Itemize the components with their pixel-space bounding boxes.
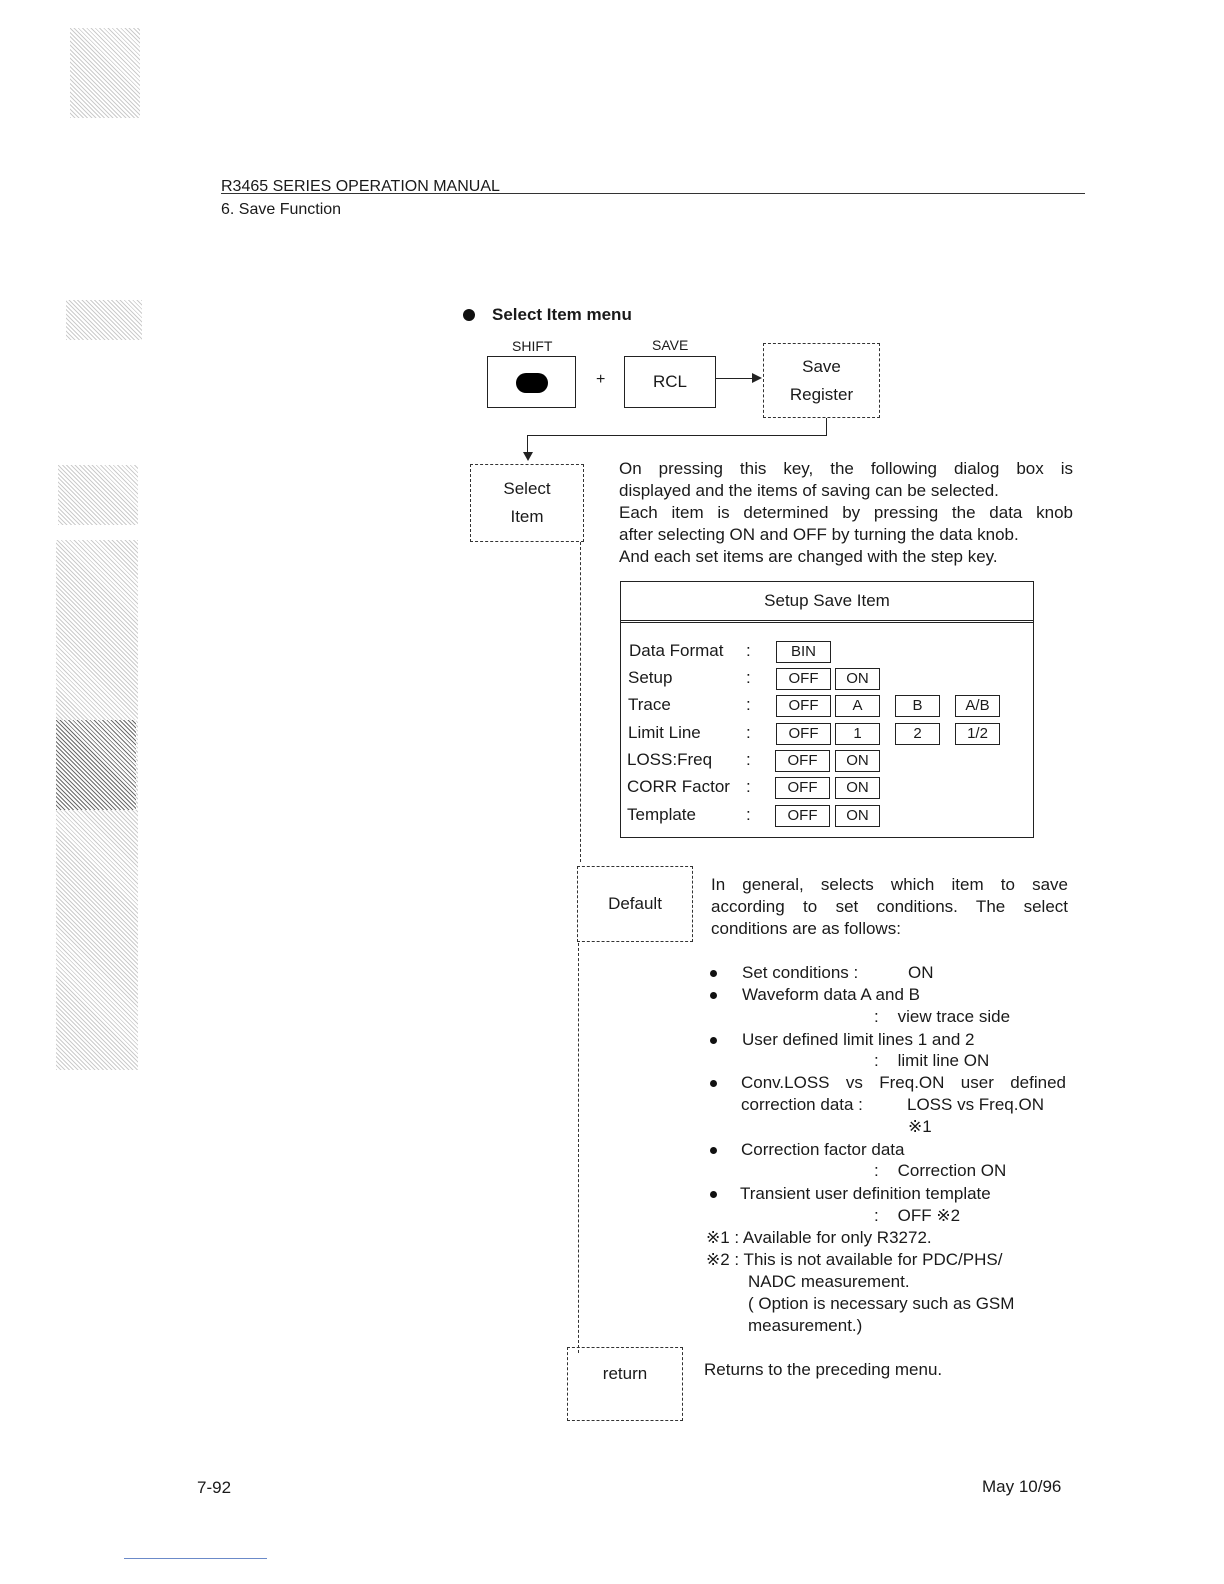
dialog-row-label: Data Format xyxy=(629,641,724,660)
list-bullet xyxy=(710,1147,717,1154)
note-2: ※2 : This is not available for PDC/PHS/ xyxy=(706,1250,1003,1269)
save-register-line1: Save xyxy=(802,356,841,376)
option-1[interactable]: 1 xyxy=(835,723,880,745)
option-off[interactable]: OFF xyxy=(775,777,830,799)
save-caption: SAVE xyxy=(652,337,689,353)
condition-text: Transient user definition template xyxy=(740,1184,991,1203)
list-bullet xyxy=(710,992,717,999)
page-date: May 10/96 xyxy=(982,1477,1062,1496)
list-bullet xyxy=(710,1191,717,1198)
default-desc-line: according to set conditions. The select xyxy=(711,897,1068,916)
dialog-row-label: LOSS:Freq xyxy=(627,750,713,769)
list-bullet xyxy=(710,970,717,977)
dialog-row-colon: : xyxy=(746,641,751,660)
default-desc-line: In general, selects which item to save xyxy=(711,875,1068,894)
default-softkey[interactable] xyxy=(577,866,693,942)
connector xyxy=(826,418,827,435)
dialog-row-colon: : xyxy=(746,805,751,824)
select-item-line2: Item xyxy=(510,507,544,526)
dialog-row-label: Template xyxy=(627,805,696,824)
option-a-b[interactable]: A/B xyxy=(955,695,1000,717)
condition-value: : Correction ON xyxy=(874,1161,1007,1180)
condition-value: : limit line ON xyxy=(874,1051,990,1070)
option-off[interactable]: OFF xyxy=(775,750,830,772)
rcl-key-label: RCL xyxy=(652,372,687,391)
dialog-row-colon: : xyxy=(746,668,751,687)
option-on[interactable]: ON xyxy=(835,668,880,690)
option-2[interactable]: 2 xyxy=(895,723,940,745)
dialog-title-bar xyxy=(621,582,1033,623)
dialog-row-colon: : xyxy=(746,723,751,742)
option-on[interactable]: ON xyxy=(835,777,880,799)
connector xyxy=(528,435,827,436)
dialog-row-colon: : xyxy=(746,750,751,769)
default-label: Default xyxy=(608,894,662,913)
note-2-cont: measurement.) xyxy=(748,1316,863,1335)
save-register-line2: Register xyxy=(789,384,854,404)
tree-line xyxy=(580,542,581,862)
list-bullet xyxy=(710,1037,717,1044)
condition-mark: ※1 xyxy=(908,1117,932,1136)
default-desc-line: conditions are as follows: xyxy=(711,919,901,938)
intro-text xyxy=(619,458,1073,568)
manual-title: R3465 SERIES OPERATION MANUAL xyxy=(221,178,500,195)
tree-line xyxy=(578,943,579,1353)
page-number: 7-92 xyxy=(197,1478,232,1497)
arrow-head xyxy=(523,452,533,461)
note-2-cont: ( Option is necessary such as GSM xyxy=(748,1294,1015,1313)
option-off[interactable]: OFF xyxy=(776,723,831,745)
heading-bullet xyxy=(463,309,475,321)
option-off[interactable]: OFF xyxy=(776,695,831,717)
header-rule xyxy=(221,193,1085,194)
return-softkey[interactable] xyxy=(567,1347,683,1421)
dialog-row-colon: : xyxy=(746,777,751,796)
shift-caption: SHIFT xyxy=(512,338,553,354)
scan-artifact xyxy=(58,465,138,525)
option-off[interactable]: OFF xyxy=(775,805,830,827)
intro-line: And each set items are changed with the step key. xyxy=(619,547,998,566)
plus-sign: + xyxy=(596,371,606,388)
select-item-line1: Select xyxy=(503,479,551,498)
option-1-2[interactable]: 1/2 xyxy=(955,723,1000,745)
intro-line: On pressing this key, the following dialog box is xyxy=(619,459,1073,478)
save-register-softkey[interactable] xyxy=(763,343,880,418)
condition-text: Correction factor data xyxy=(741,1140,905,1159)
shift-key[interactable] xyxy=(487,356,576,408)
scan-artifact xyxy=(66,300,142,340)
condition-text: Conv.LOSS vs Freq.ON user defined xyxy=(741,1073,1066,1092)
dialog-row-label: Limit Line xyxy=(628,723,701,742)
option-on[interactable]: ON xyxy=(835,805,880,827)
condition-value: : view trace side xyxy=(874,1007,1011,1026)
bottom-rule xyxy=(124,1558,267,1559)
condition-text: Waveform data A and B xyxy=(742,985,920,1004)
option-bin[interactable]: BIN xyxy=(776,641,831,663)
dialog-row-label: CORR Factor xyxy=(627,777,730,796)
option-on[interactable]: ON xyxy=(835,750,880,772)
intro-line: Each item is determined by pressing the data knob xyxy=(619,503,1073,522)
rcl-key[interactable] xyxy=(624,356,716,408)
condition-value: : OFF ※2 xyxy=(874,1206,961,1225)
dialog-row-colon: : xyxy=(746,695,751,714)
condition-text: correction data : xyxy=(741,1095,863,1114)
condition-value: ON xyxy=(908,963,934,982)
intro-line: after selecting ON and OFF by turning the data knob. xyxy=(619,525,1019,544)
select-item-softkey[interactable] xyxy=(470,464,584,542)
scan-artifact xyxy=(56,720,136,810)
intro-line: displayed and the items of saving can be selected. xyxy=(619,481,999,500)
dialog-row-label: Setup xyxy=(628,668,673,687)
arrow-head xyxy=(752,373,762,383)
condition-text: Set conditions : xyxy=(742,963,859,982)
list-bullet xyxy=(710,1080,717,1087)
default-description xyxy=(711,874,1068,940)
return-label: return xyxy=(602,1364,648,1383)
menu-heading: Select Item menu xyxy=(492,305,632,324)
note-2-cont: NADC measurement. xyxy=(748,1272,910,1291)
dialog-row-label: Trace xyxy=(628,695,671,714)
scan-artifact xyxy=(70,28,140,118)
condition-value: LOSS vs Freq.ON xyxy=(907,1095,1044,1114)
condition-text: User defined limit lines 1 and 2 xyxy=(742,1030,975,1049)
option-off[interactable]: OFF xyxy=(776,668,831,690)
return-description: Returns to the preceding menu. xyxy=(704,1360,943,1379)
option-b[interactable]: B xyxy=(895,695,940,717)
section-title: 6. Save Function xyxy=(221,201,342,218)
option-a[interactable]: A xyxy=(835,695,880,717)
note-1: ※1 : Available for only R3272. xyxy=(706,1228,932,1247)
dialog-title: Setup Save Item xyxy=(764,591,890,610)
shift-key-icon xyxy=(516,373,548,393)
